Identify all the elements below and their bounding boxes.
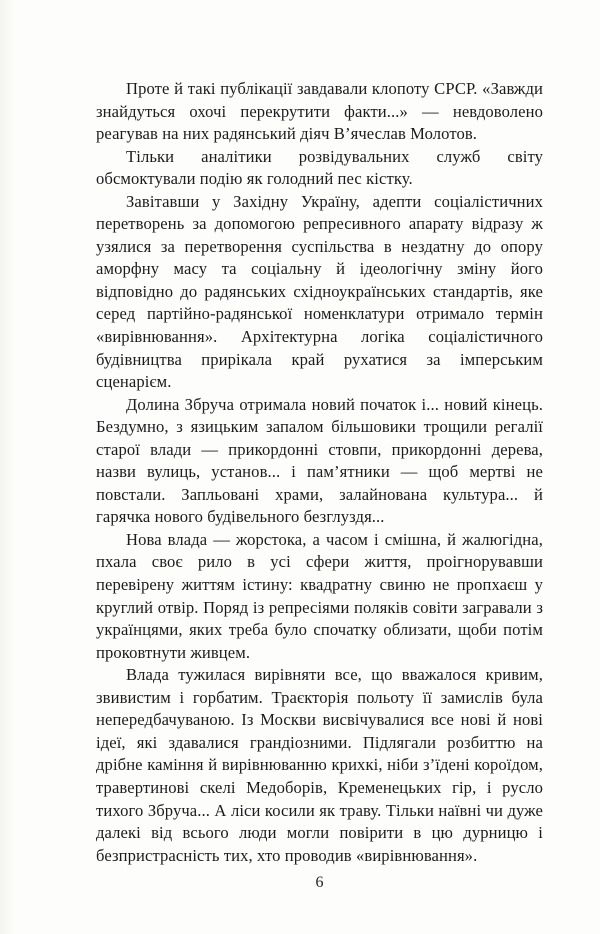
- paragraph: Завітавши у Західну Україну, адепти соціалістичних перетворень за допомогою репресивного апарату відразу ж узялися за перетворення суспільства в нездатну до опору аморфну масу та соціальну й ідеологічну зміну його відповідно до радянських східноукраїнських стандартів, яке серед партійно-радянської номенклатури отримало термін «вирівнювання». Архітектурна логіка соціалістичного будівництва прирікала край рухатися за імперським сценарієм.: [96, 191, 543, 392]
- paragraph: Проте й такі публікації завдавали клопоту СРСР. «Завжди знайдуться охочі перекрутити факти...» — невдоволено реагував на них радянський діяч В’ячеслав Молотов.: [96, 79, 543, 144]
- page-text-block: [96, 78, 543, 867]
- page-number: 6: [315, 874, 324, 891]
- paragraph: Долина Збруча отримала новий початок і... новий кінець. Бездумно, з язицьким запалом більшовики трощили регалії старої влади — прикордонні стовпи, прикордонні дерева, назви вулиць, установ... і пам’ятники — щоб мертві не повстали. Запльовані храми, залайнована культура... й гарячка нового будівельного безглуздя...: [96, 394, 543, 527]
- paragraph: Влада тужилася вирівняти все, що вважалося кривим, звивистим і горбатим. Траєкторія польоту її замислів була непередбачуваною. Із Москви висвічувалися все нові й нові ідеї, які здавалися грандіозними. Підлягали розбиттю на дрібне каміння й вирівнюванню крихкі, ніби з’їдені короїдом, травертинові скелі Медоборів, Кременецьких гір, і русло тихого Збруча... А ліси косили як траву. Тільки наївні чи дуже далекі від всього люди могли повірити в цю дурницю і безпристрасність тих, хто проводив «вирівнювання».: [96, 665, 543, 865]
- paragraph: Нова влада — жорстока, а часом і смішна, й жалюгідна, пхала своє рило в усі сфери життя, проігнорувавши перевірену життям істину: квадратну свиню не пропхаєш у круглий отвір. Поряд із репресіями поляків совіти загравали з українцями, яких треба було спочатку облизати, щоби потім проковтнути живцем.: [96, 529, 543, 662]
- paragraph: Тільки аналітики розвідувальних служб світу обсмоктували подію як голодний пес кістку.: [96, 146, 543, 189]
